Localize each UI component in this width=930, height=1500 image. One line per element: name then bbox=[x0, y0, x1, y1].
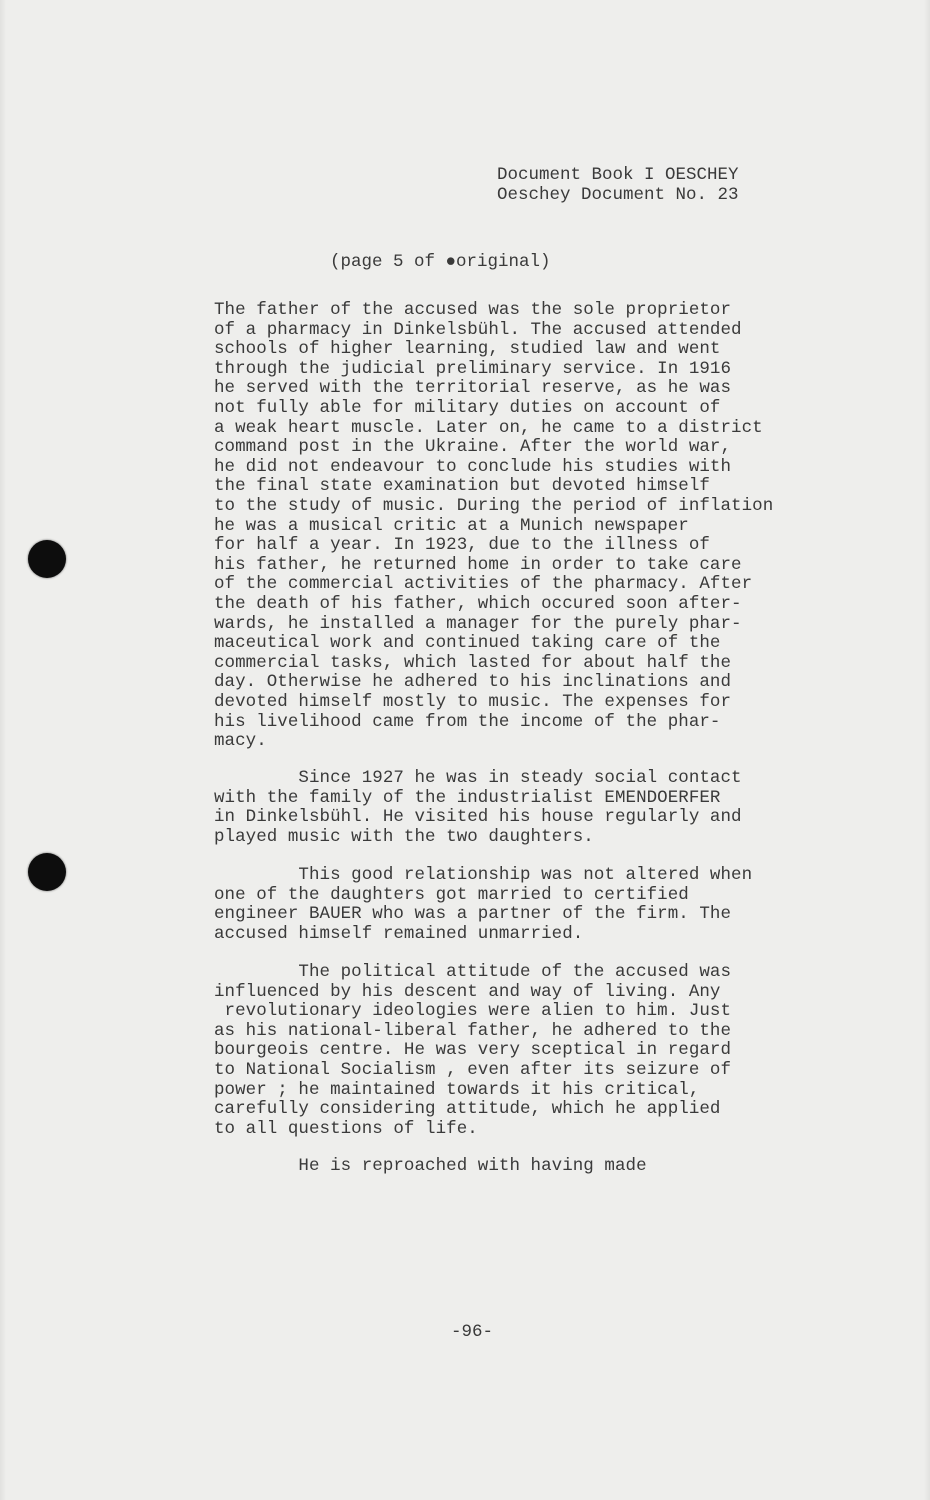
body-text-line: he was a musical critic at a Munich newspaper bbox=[214, 515, 689, 536]
document-number-label: Oeschey Document No. 23 bbox=[497, 185, 739, 205]
body-text-line: of a pharmacy in Dinkelsbühl. The accused attended bbox=[214, 319, 742, 340]
body-text-line: with the family of the industrialist EMENDOERFER bbox=[214, 787, 721, 808]
body-text-line: played music with the two daughters. bbox=[214, 826, 594, 847]
body-text-line: revolutionary ideologies were alien to him. Just bbox=[214, 1001, 732, 1022]
body-text-line: the death of his father, which occured soon after- bbox=[214, 594, 742, 614]
body-text-line: macy. bbox=[214, 731, 267, 752]
body-text-line: carefully considering attitude, which he applied bbox=[214, 1099, 721, 1120]
body-text-line: the final state examination but devoted himself bbox=[214, 476, 710, 497]
body-text-line: to all questions of life. bbox=[214, 1118, 478, 1139]
body-text-line: He is reproached with having made bbox=[214, 1156, 647, 1176]
punch-hole-upper bbox=[28, 540, 66, 578]
body-text-line: to National Socialism , even after its seizure of bbox=[214, 1060, 732, 1080]
body-text-line: through the judicial preliminary service. In 1916 bbox=[214, 358, 732, 379]
body-text-line: bourgeois centre. He was very sceptical in regard bbox=[214, 1040, 732, 1061]
page-right-edge-shadow bbox=[924, 0, 930, 1500]
document-book-label: Document Book I OESCHEY bbox=[497, 165, 739, 185]
body-text-line: schools of higher learning, studied law and went bbox=[214, 339, 721, 360]
body-text-line: for half a year. In 1923, due to the illness of bbox=[214, 535, 710, 556]
body-text-line: his livelihood came from the income of the phar- bbox=[214, 711, 721, 732]
body-text-line: of the commercial activities of the pharmacy. After bbox=[214, 574, 753, 595]
body-text-line: to the study of music. During the period of inflation bbox=[214, 496, 774, 516]
body-text-line: influenced by his descent and way of living. Any bbox=[214, 981, 721, 1002]
body-text-line: The father of the accused was the sole proprietor bbox=[214, 300, 732, 320]
body-text-line: wards, he installed a manager for the purely phar- bbox=[214, 613, 742, 634]
body-text-line: as his national-liberal father, he adhered to the bbox=[214, 1020, 732, 1041]
punch-hole-lower bbox=[28, 853, 66, 891]
body-text-line: devoted himself mostly to music. The expenses for bbox=[214, 692, 732, 712]
original-page-reference: (page 5 of ●original) bbox=[330, 252, 551, 272]
body-text-line: command post in the Ukraine. After the world war, bbox=[214, 437, 732, 458]
body-text-line: one of the daughters got married to certified bbox=[214, 884, 689, 905]
body-text-line: accused himself remained unmarried. bbox=[214, 923, 584, 944]
body-text-line: not fully able for military duties on account of bbox=[214, 398, 721, 418]
body-text-line: day. Otherwise he adhered to his inclinations and bbox=[214, 672, 732, 693]
body-text-line: This good relationship was not altered when bbox=[214, 865, 753, 885]
body-text-line: in Dinkelsbühl. He visited his house regularly and bbox=[214, 807, 742, 828]
body-text-line: his father, he returned home in order to take care bbox=[214, 554, 742, 575]
page-left-edge-shadow bbox=[0, 0, 6, 1500]
body-text-line: maceutical work and continued taking care of the bbox=[214, 633, 721, 654]
body-text-line: engineer BAUER who was a partner of the firm. The bbox=[214, 904, 732, 925]
body-text-line: power ; he maintained towards it his critical, bbox=[214, 1079, 700, 1100]
body-text-line: Since 1927 he was in steady social contact bbox=[214, 768, 742, 788]
body-text-line: a weak heart muscle. Later on, he came to a district bbox=[214, 417, 763, 438]
body-text-line: he did not endeavour to conclude his studies with bbox=[214, 456, 732, 477]
page-number: -96- bbox=[451, 1322, 494, 1342]
body-text-line: he served with the territorial reserve, as he was bbox=[214, 378, 732, 399]
body-text-line: commercial tasks, which lasted for about half the bbox=[214, 652, 732, 673]
body-text-line: The political attitude of the accused was bbox=[214, 962, 732, 982]
